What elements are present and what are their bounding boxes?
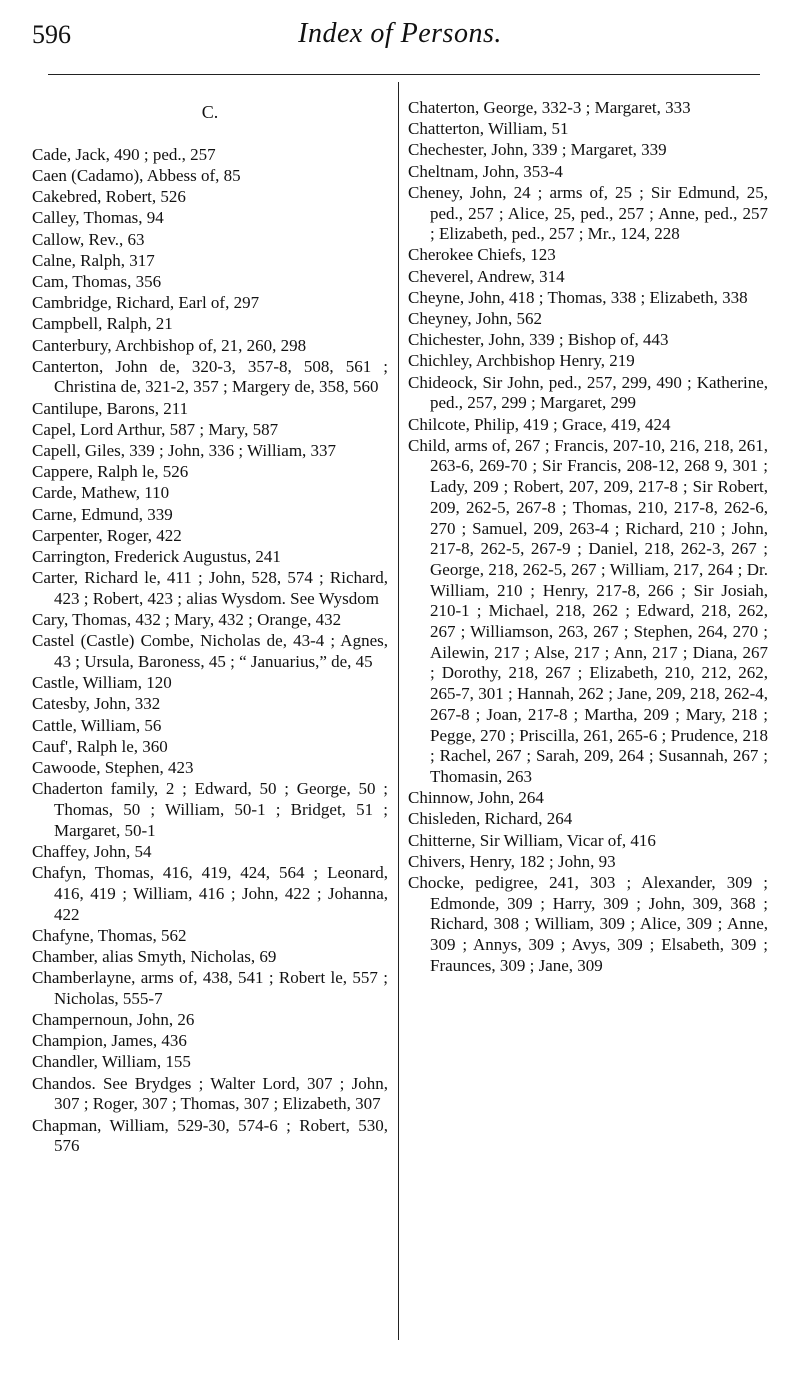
index-entry: Cary, Thomas, 432 ; Mary, 432 ; Orange, 432 xyxy=(32,610,342,630)
index-entry: Catesby, John, 332 xyxy=(32,694,161,714)
left-entries xyxy=(32,145,388,1157)
index-entry: Capel, Lord Arthur, 587 ; Mary, 587 xyxy=(32,419,279,439)
index-entry: Chitterne, Sir William, Vicar of, 416 xyxy=(408,830,656,850)
index-entry: Cheyne, John, 418 ; Thomas, 338 ; Elizabeth, 338 xyxy=(408,287,748,307)
index-entry: Chideock, Sir John, ped., 257, 299, 490 ; Katherine, ped., 257, 299 ; Margaret, 299 xyxy=(408,372,768,413)
index-entry: Castel (Castle) Combe, Nicholas de, 43-4 ; Agnes, 43 ; Ursula, Baroness, 45 ; “ Januarius,” de, 45 xyxy=(32,631,388,672)
index-entry: Campbell, Ralph, 21 xyxy=(32,314,173,334)
header-rule xyxy=(48,74,760,75)
index-entry: Chechester, John, 339 ; Margaret, 339 xyxy=(408,140,667,160)
index-entry: Cheney, John, 24 ; arms of, 25 ; Sir Edmund, 25, ped., 257 ; Alice, 25, ped., 257 ; Anne, ped., 257 ; Elizabeth, ped., 257 ; Mr., 124, 228 xyxy=(408,182,768,244)
right-column xyxy=(408,98,768,977)
index-entry: Cauf', Ralph le, 360 xyxy=(32,736,168,756)
section-letter: C. xyxy=(201,102,219,122)
page-number: 596 xyxy=(32,20,71,49)
index-entry: Child, arms of, 267 ; Francis, 207-10, 216, 218, 261, 263-6, 269-70 ; Sir Francis, 208-12, 268 9, 301 ; Lady, 209 ; Robert, 207, 209, 217-8 ; Sir Robert, 209, 262-5, 267-8 ; Thomas, 210, 217-8, 262-6, 270 ; Samuel, 209, 263-4 ; Richard, 210 ; John, 217-8, 262-5, 267-9 ; Daniel, 218, 262-3, 267 ; George, 218, 262-5, 267 ; William, 217, 264 ; Dr. William, 210 ; Henry, 217-8, 266 ; Sir Josiah, 210-1 ; Michael, 218, 262 ; Edward, 218, 262, 267 ; Williamson, 263, 267 ; Stephen, 264, 270 ; Ailewin, 217 ; Alse, 217 ; Ann, 217 ; Diana, 267 ; Dorothy, 218, 267 ; Elizabeth, 210, 212, 262, 265-7, 301 ; Hannah, 262 ; Jane, 209, 218, 262-4, 267-8 ; Joan, 217-8 ; Martha, 209 ; Mary, 218 ; Pegge, 270 ; Priscilla, 261, 265-6 ; Prudence, 218 ; Rachel, 267 ; Sarah, 209, 264 ; Susannah, 267 ; Thomasin, 263 xyxy=(408,435,768,786)
index-entry: Chandos. See Brydges ; Walter Lord, 307 ; John, 307 ; Roger, 307 ; Thomas, 307 ; Elizabeth, 307 xyxy=(32,1073,388,1114)
index-entry: Chilcote, Philip, 419 ; Grace, 419, 424 xyxy=(408,414,671,434)
index-entry: Chaterton, George, 332-3 ; Margaret, 333 xyxy=(408,98,691,117)
index-entry: Cappere, Ralph le, 526 xyxy=(32,462,189,482)
column-divider xyxy=(398,82,399,1340)
index-entry: Carrington, Frederick Augustus, 241 xyxy=(32,547,281,567)
index-entry: Cade, Jack, 490 ; ped., 257 xyxy=(32,144,216,164)
index-entry: Canterbury, Archbishop of, 21, 260, 298 xyxy=(32,335,307,355)
index-entry: Chapman, William, 529-30, 574-6 ; Robert, 530, 576 xyxy=(32,1115,388,1156)
index-entry: Chandler, William, 155 xyxy=(32,1052,191,1072)
index-entry: Cheverel, Andrew, 314 xyxy=(408,266,565,286)
index-entry: Chinnow, John, 264 xyxy=(408,788,544,808)
right-entries xyxy=(408,98,768,977)
index-entry: Cakebred, Robert, 526 xyxy=(32,187,186,207)
index-entry: Capell, Giles, 339 ; John, 336 ; William, 337 xyxy=(32,441,337,461)
index-entry: Caen (Cadamo), Abbess of, 85 xyxy=(32,165,241,185)
index-entry: Cattle, William, 56 xyxy=(32,715,162,735)
index-entry: Canterton, John de, 320-3, 357-8, 508, 561 ; Christina de, 321-2, 357 ; Margery de, 358, 560 xyxy=(32,356,388,397)
index-entry: Calne, Ralph, 317 xyxy=(32,250,155,270)
index-entry: Callow, Rev., 63 xyxy=(32,229,145,249)
left-column xyxy=(32,82,388,1157)
index-entry: Carde, Mathew, 110 xyxy=(32,483,170,503)
index-entry: Chocke, pedigree, 241, 303 ; Alexander, 309 ; Edmonde, 309 ; Harry, 309 ; John, 309, 368 ; Richard, 308 ; William, 309 ; Alice, 309 ; Anne, 309 ; Annys, 309 ; Avys, 309 ; Elsabeth, 309 ; Fraunces, 309 ; Jane, 309 xyxy=(408,873,768,975)
index-entry: Cheltnam, John, 353-4 xyxy=(408,161,563,181)
index-entry: Chamber, alias Smyth, Nicholas, 69 xyxy=(32,946,277,966)
page-header xyxy=(32,14,768,58)
index-entry: Carpenter, Roger, 422 xyxy=(32,525,182,545)
index-entry: Carne, Edmund, 339 xyxy=(32,504,173,524)
index-entry: Cantilupe, Barons, 211 xyxy=(32,398,189,418)
index-entry: Champion, James, 436 xyxy=(32,1031,187,1051)
index-entry: Castle, William, 120 xyxy=(32,673,172,693)
index-entry: Chisleden, Richard, 264 xyxy=(408,809,573,829)
index-entry: Chaderton family, 2 ; Edward, 50 ; George, 50 ; Thomas, 50 ; William, 50-1 ; Bridget, 51 ; Margaret, 50-1 xyxy=(32,779,388,840)
index-entry: Cherokee Chiefs, 123 xyxy=(408,245,556,265)
index-entry: Chamberlayne, arms of, 438, 541 ; Robert le, 557 ; Nicholas, 555-7 xyxy=(32,968,388,1008)
index-entry: Chaffey, John, 54 xyxy=(32,841,152,861)
index-entry: Carter, Richard le, 411 ; John, 528, 574 ; Richard, 423 ; Robert, 423 ; alias Wysdom. See Wysdom xyxy=(32,568,388,608)
index-entry: Cambridge, Richard, Earl of, 297 xyxy=(32,293,260,313)
index-entry: Chafyn, Thomas, 416, 419, 424, 564 ; Leonard, 416, 419 ; William, 416 ; John, 422 ; Johanna, 422 xyxy=(32,863,388,924)
index-entry: Chivers, Henry, 182 ; John, 93 xyxy=(408,851,616,871)
index-entry: Cawoode, Stephen, 423 xyxy=(32,758,194,778)
running-title: Index of Persons. xyxy=(298,18,502,49)
index-entry: Chichester, John, 339 ; Bishop of, 443 xyxy=(408,330,669,350)
index-entry: Cam, Thomas, 356 xyxy=(32,271,162,291)
index-entry: Champernoun, John, 26 xyxy=(32,1010,195,1030)
index-entry: Calley, Thomas, 94 xyxy=(32,208,164,228)
index-entry: Chichley, Archbishop Henry, 219 xyxy=(408,351,635,371)
index-entry: Cheyney, John, 562 xyxy=(408,309,542,329)
index-entry: Chatterton, William, 51 xyxy=(408,119,569,139)
index-entry: Chafyne, Thomas, 562 xyxy=(32,925,187,945)
